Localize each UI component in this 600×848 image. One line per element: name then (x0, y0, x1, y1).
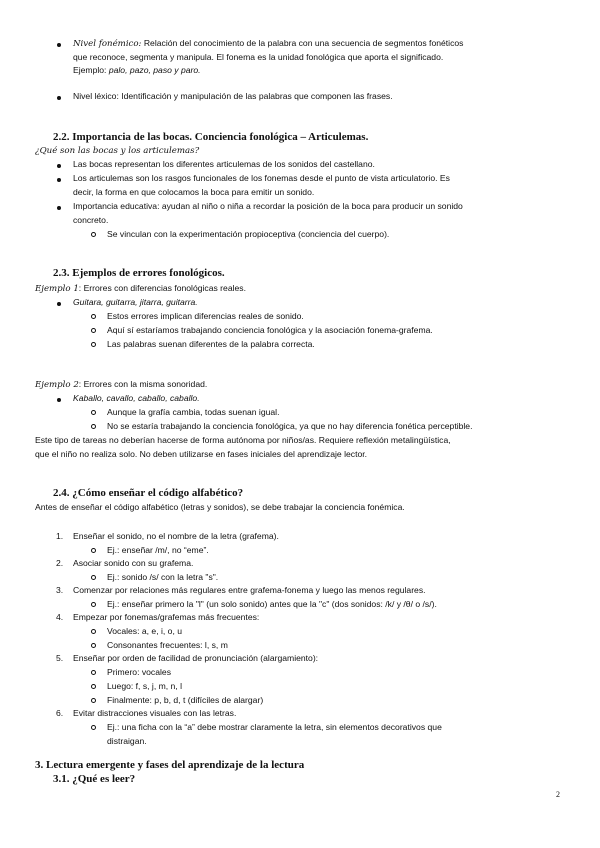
ej1-s1: Estos errores implican diferencias reales de sonido. (107, 311, 304, 321)
bullet (57, 302, 61, 306)
num-3: 3. (56, 585, 64, 595)
circle-bullet (91, 602, 96, 607)
circle-bullet (91, 643, 96, 648)
note-l2: que el niño no realiza solo. No deben utilizarse en fases iniciales del aprendizaje lector. (35, 449, 368, 459)
circle-bullet (91, 342, 96, 347)
circle-bullet (91, 670, 96, 675)
num-5: 5. (56, 653, 64, 663)
ej1-words: Guitara, guitarra, jitarra, guitarra. (73, 297, 198, 307)
item-1: Enseñar el sonido, no el nombre de la letra (grafema). (73, 531, 279, 541)
question-bocas: ¿Qué son las bocas y los articulemas? (35, 146, 200, 156)
bullet-text-lexico: Nivel léxico: Identificación y manipulación de las palabras que componen las frases. (73, 91, 393, 101)
circle-bullet (91, 314, 96, 319)
note-l1: Este tipo de tareas no deberían hacerse de forma autónoma por niños/as. Requiere reflexión metalingüística, (35, 435, 451, 445)
heading-3: 3. Lectura emergente y fases del aprendizaje de la lectura (35, 759, 305, 771)
ejemplo-2: Ejemplo 2: Errores con la misma sonoridad. (35, 379, 208, 390)
item-3: Comenzar por relaciones más regulares entre grafema-fonema y luego las menos regulares. (73, 585, 426, 595)
bullet (57, 178, 61, 182)
circle-bullet (91, 424, 96, 429)
num-6: 6. (56, 708, 64, 718)
bocas-b3-l1: Importancia educativa: ayudan al niño o niña a recordar la posición de la boca para producir un sonido (73, 201, 463, 211)
bullet (57, 398, 61, 402)
bocas-b3-l2: concreto. (73, 215, 109, 225)
ej2-s1: Aunque la grafía cambia, todas suenan igual. (107, 407, 280, 417)
ej1-s2: Aquí sí estaríamos trabajando conciencia fonológica y la asociación fonema-grafema. (107, 325, 433, 335)
heading-2-4: 2.4. ¿Cómo enseñar el código alfabético? (53, 487, 244, 499)
item-4-sub1: Vocales: a, e, i, o, u (107, 626, 183, 636)
item-5: Enseñar por orden de facilidad de pronunciación (alargamiento): (73, 653, 319, 663)
bullet (57, 206, 61, 210)
item-1-sub: Ej.: enseñar /m/, no “eme”. (107, 545, 209, 555)
ej1-s3: Las palabras suenan diferentes de la palabra correcta. (107, 339, 315, 349)
circle-bullet (91, 232, 96, 237)
ejemplo-line: Ejemplo: palo, pazo, paso y paro. (73, 65, 201, 75)
num-2: 2. (56, 558, 64, 568)
fonemico-line2: que reconoce, segmenta y manipula. El fonema es la unidad fonológica que aporta el significado. (73, 52, 444, 62)
item-2: Asociar sonido con su grafema. (73, 558, 194, 568)
item-3-sub: Ej.: enseñar primero la "l" (un solo sonido) antes que la "c" (dos sonidos: /k/ y /θ/ o /s/). (107, 599, 437, 609)
circle-bullet (91, 328, 96, 333)
bullet (57, 43, 61, 47)
bullet (57, 164, 61, 168)
page-number: 2 (556, 790, 560, 799)
circle-bullet (91, 410, 96, 415)
item-6: Evitar distracciones visuales con las letras. (73, 708, 237, 718)
circle-bullet (91, 629, 96, 634)
s24-intro: Antes de enseñar el código alfabético (letras y sonidos), se debe trabajar la conciencia fonémica. (35, 502, 405, 512)
ej2-s2: No se estaría trabajando la conciencia fonológica, ya que no hay diferencia fonética perceptible. (107, 421, 473, 431)
circle-bullet (91, 684, 96, 689)
item-5-sub3: Finalmente: p, b, d, t (difíciles de alargar) (107, 695, 264, 705)
item-5-sub1: Primero: vocales (107, 667, 171, 677)
item-6-sub-l2: distraigan. (107, 736, 147, 746)
circle-bullet (91, 548, 96, 553)
item-4: Empezar por fonemas/grafemas más frecuentes: (73, 612, 260, 622)
item-2-sub: Ej.: sonido /s/ con la letra "s". (107, 572, 219, 582)
bullet (57, 96, 61, 100)
item-4-sub2: Consonantes frecuentes: l, s, m (107, 640, 228, 650)
term-fonemico: Nivel fonémico: (73, 39, 142, 49)
circle-bullet (91, 725, 96, 730)
heading-3-1: 3.1. ¿Qué es leer? (53, 773, 136, 785)
num-4: 4. (56, 612, 64, 622)
circle-bullet (91, 698, 96, 703)
heading-2-2: 2.2. Importancia de las bocas. Conciencia fonológica – Articulemas. (53, 131, 369, 143)
circle-bullet (91, 575, 96, 580)
bocas-sub1: Se vinculan con la experimentación propioceptiva (conciencia del cuerpo). (107, 229, 390, 239)
bocas-b2-l2: decir, la forma en que colocamos la boca para emitir un sonido. (73, 187, 315, 197)
item-6-sub-l1: Ej.: una ficha con la “a” debe mostrar claramente la letra, sin elementos decorativos que (107, 722, 442, 732)
num-1: 1. (56, 531, 64, 541)
bocas-b2-l1: Los articulemas son los rasgos funcionales de los fonemas desde el punto de vista articulatorio. Es (73, 173, 450, 183)
ejemplo-1: Ejemplo 1: Errores con diferencias fonológicas reales. (35, 283, 246, 294)
ej2-words: Kaballo, cavallo, caballo, caballo. (73, 393, 200, 403)
item-5-sub2: Luego: f, s, j, m, n, l (107, 681, 182, 691)
bocas-b1: Las bocas representan los diferentes articulemas de los sonidos del castellano. (73, 159, 375, 169)
heading-2-3: 2.3. Ejemplos de errores fonológicos. (53, 267, 225, 279)
bullet-text-fonemico: Nivel fonémico: Relación del conocimiento de la palabra con una secuencia de segmentos fonéticos (73, 38, 464, 49)
